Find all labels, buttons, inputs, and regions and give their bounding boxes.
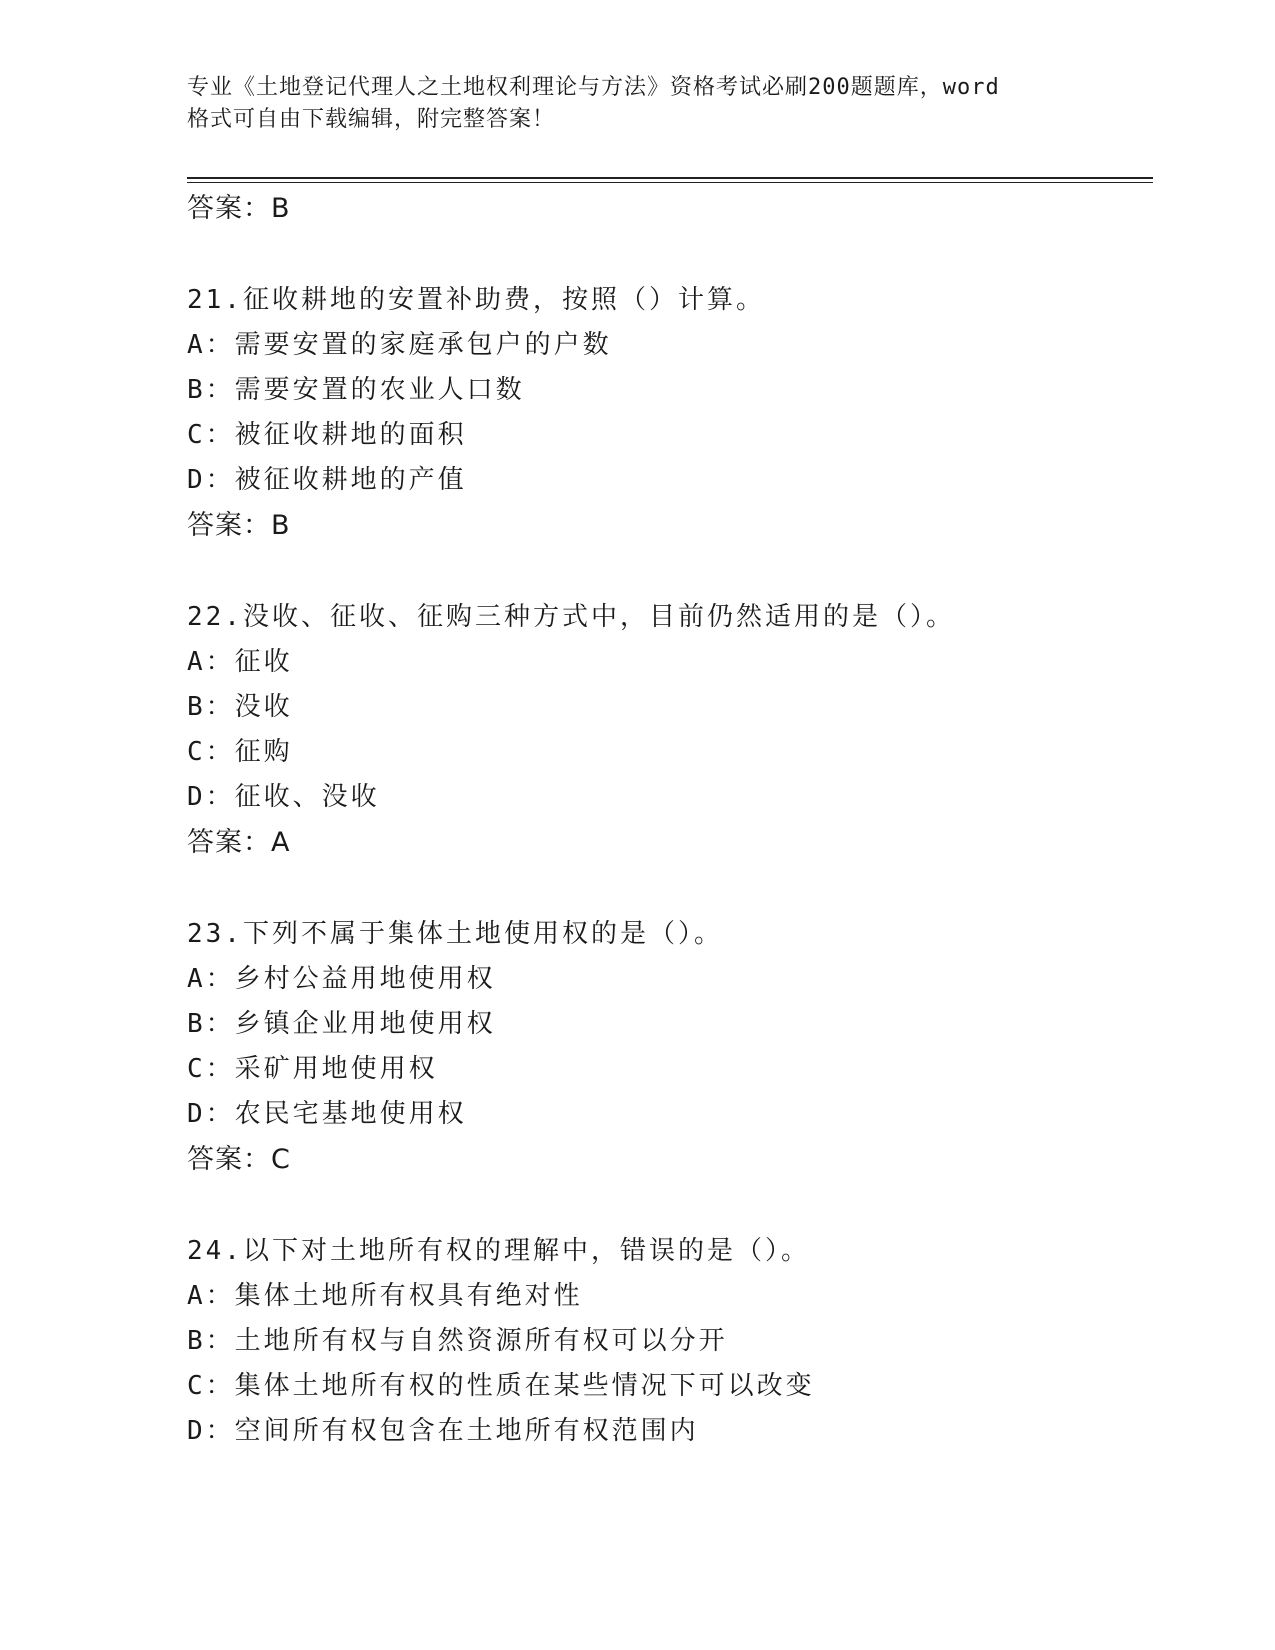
option-c: C：集体土地所有权的性质在某些情况下可以改变 [187,1371,815,1401]
answer-20: 答案：B [187,193,291,224]
header-divider-thin [187,182,1153,183]
option-d: D：被征收耕地的产值 [187,465,467,495]
header-line-2: 格式可自由下载编辑，附完整答案！ [187,107,556,132]
question-21 [187,277,1147,549]
option-a: A：征收 [187,647,293,677]
option-b: B：土地所有权与自然资源所有权可以分开 [187,1326,728,1356]
question-24 [187,1228,1147,1454]
option-b: B：需要安置的农业人口数 [187,375,525,405]
option-a: A：需要安置的家庭承包户的户数 [187,330,612,360]
question-list [187,186,1147,1454]
document-header [187,72,1067,136]
header-divider [187,177,1153,179]
option-a: A：集体土地所有权具有绝对性 [187,1281,583,1311]
question-stem: 21.征收耕地的安置补助费，按照（）计算。 [187,285,765,315]
question-stem: 24.以下对土地所有权的理解中，错误的是（）。 [187,1236,810,1266]
option-c: C：征购 [187,737,293,767]
answer: 答案：C [187,1144,291,1175]
option-c: C：采矿用地使用权 [187,1054,438,1084]
option-b: B：乡镇企业用地使用权 [187,1009,496,1039]
option-b: B：没收 [187,692,293,722]
answer: 答案：A [187,827,291,858]
question-stem: 22.没收、征收、征购三种方式中，目前仍然适用的是（）。 [187,602,955,632]
question-22 [187,594,1147,866]
option-d: D：空间所有权包含在土地所有权范围内 [187,1416,699,1446]
option-c: C：被征收耕地的面积 [187,420,467,450]
question-stem: 23.下列不属于集体土地使用权的是（）。 [187,919,723,949]
answer: 答案：B [187,510,291,541]
question-23 [187,911,1147,1183]
option-a: A：乡村公益用地使用权 [187,964,496,994]
header-line-1: 专业《土地登记代理人之土地权利理论与方法》资格考试必刷200题题库，word [187,75,1000,100]
option-d: D：农民宅基地使用权 [187,1099,467,1129]
option-d: D：征收、没收 [187,782,380,812]
